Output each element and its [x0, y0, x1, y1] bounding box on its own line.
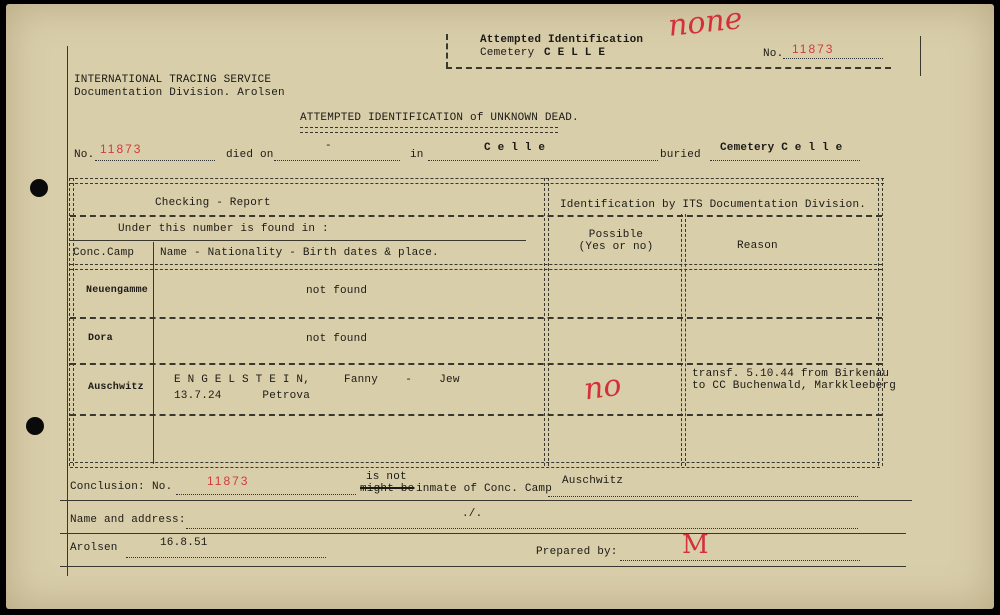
id-box-bottom-border — [446, 67, 891, 69]
row-divider-2 — [70, 363, 882, 365]
conclusion-is-not: is not — [366, 471, 407, 483]
row-3-camp: Auschwitz — [88, 382, 144, 393]
conclusion-camp-value: Auschwitz — [562, 475, 624, 487]
org-line-2: Documentation Division. Arolsen — [74, 87, 285, 99]
row-3-possible: no — [581, 367, 624, 408]
conclusion-label: Conclusion: — [70, 481, 145, 493]
row-2-name: not found — [306, 333, 368, 345]
row-1-name: not found — [306, 285, 368, 297]
in-value: C e l l e — [484, 142, 546, 154]
left-section-header: Checking - Report — [155, 197, 271, 209]
subheader-divider — [70, 240, 526, 241]
prepared-by-initial: M — [682, 530, 709, 560]
prepared-by-dots — [620, 544, 860, 561]
in-label: in — [410, 149, 424, 161]
footer-date-dots — [126, 541, 326, 558]
died-on-value: - — [325, 140, 332, 152]
column-header-reason: Reason — [737, 240, 778, 252]
top-no-value: 11873 — [792, 42, 835, 56]
id-box-left-border — [446, 34, 448, 68]
column-header-name: Name - Nationality - Birth dates & place. — [160, 247, 439, 259]
table-middle-divider — [544, 178, 549, 466]
footer-place: Arolsen — [70, 542, 118, 554]
conclusion-struck-word: might be — [360, 483, 415, 495]
table-bottom-border — [70, 462, 880, 468]
row-divider-3 — [70, 414, 882, 416]
conclusion-no-value: 11873 — [207, 474, 250, 488]
buried-label: buried — [660, 149, 701, 161]
name-address-value: ./. — [462, 508, 483, 520]
table-top-border — [70, 178, 884, 184]
margin-line — [67, 46, 68, 576]
handwritten-none: none — [666, 1, 745, 44]
punch-hole-bottom — [26, 417, 44, 435]
row-2-camp: Dora — [88, 333, 113, 344]
name-address-label: Name and address: — [70, 514, 186, 526]
footer-date: 16.8.51 — [160, 537, 208, 549]
document-title: ATTEMPTED IDENTIFICATION of UNKNOWN DEAD. — [300, 112, 579, 124]
row-3-name-line-2: 13.7.24 Petrova — [174, 390, 311, 402]
prepared-by-label: Prepared by: — [536, 546, 618, 558]
right-section-header: Identification by ITS Documentation Division. — [560, 199, 867, 211]
id-box-cemetery-label: Cemetery — [480, 47, 535, 59]
name-address-divider — [60, 533, 906, 534]
column-header-possible: Possible (Yes or no) — [578, 229, 654, 253]
name-address-dots — [186, 512, 858, 529]
conclusion-divider — [60, 500, 912, 501]
conclusion-no-label: No. — [152, 481, 173, 493]
record-no-value: 11873 — [100, 142, 143, 156]
row-3-reason-line-1: transf. 5.10.44 from Birkenau — [692, 368, 890, 380]
table-camp-divider — [153, 242, 154, 464]
punch-hole-top — [30, 179, 48, 197]
title-underline — [300, 127, 558, 133]
id-box-cemetery-value: C E L L E — [544, 47, 606, 59]
column-header-camp: Conc.Camp — [73, 247, 135, 259]
buried-value: Cemetery C e l l e — [720, 142, 843, 154]
id-box-title: Attempted Identification — [480, 34, 644, 46]
row-divider-1 — [70, 317, 882, 319]
row-3-name-line-1: E N G E L S T E I N, Fanny - Jew — [174, 374, 460, 386]
died-on-label: died on — [226, 149, 274, 161]
footer-divider — [60, 566, 906, 567]
table-reason-divider — [681, 214, 686, 466]
sub-header: Under this number is found in : — [118, 223, 329, 235]
table-left-border — [69, 178, 74, 466]
right-margin-line — [920, 36, 921, 76]
top-no-label: No. — [763, 48, 784, 60]
column-header-divider — [70, 264, 882, 270]
died-on-dots — [274, 144, 400, 161]
row-3-reason-line-2: to CC Buchenwald, Markkleeberg — [692, 380, 897, 392]
table-right-border — [878, 178, 883, 466]
header-divider — [70, 215, 882, 217]
record-no-label: No. — [74, 149, 95, 161]
org-line-1: INTERNATIONAL TRACING SERVICE — [74, 74, 272, 86]
conclusion-inmate-text: inmate of Conc. Camp — [416, 483, 553, 495]
conclusion-no-dots — [176, 478, 356, 495]
row-1-camp: Neuengamme — [86, 285, 149, 296]
